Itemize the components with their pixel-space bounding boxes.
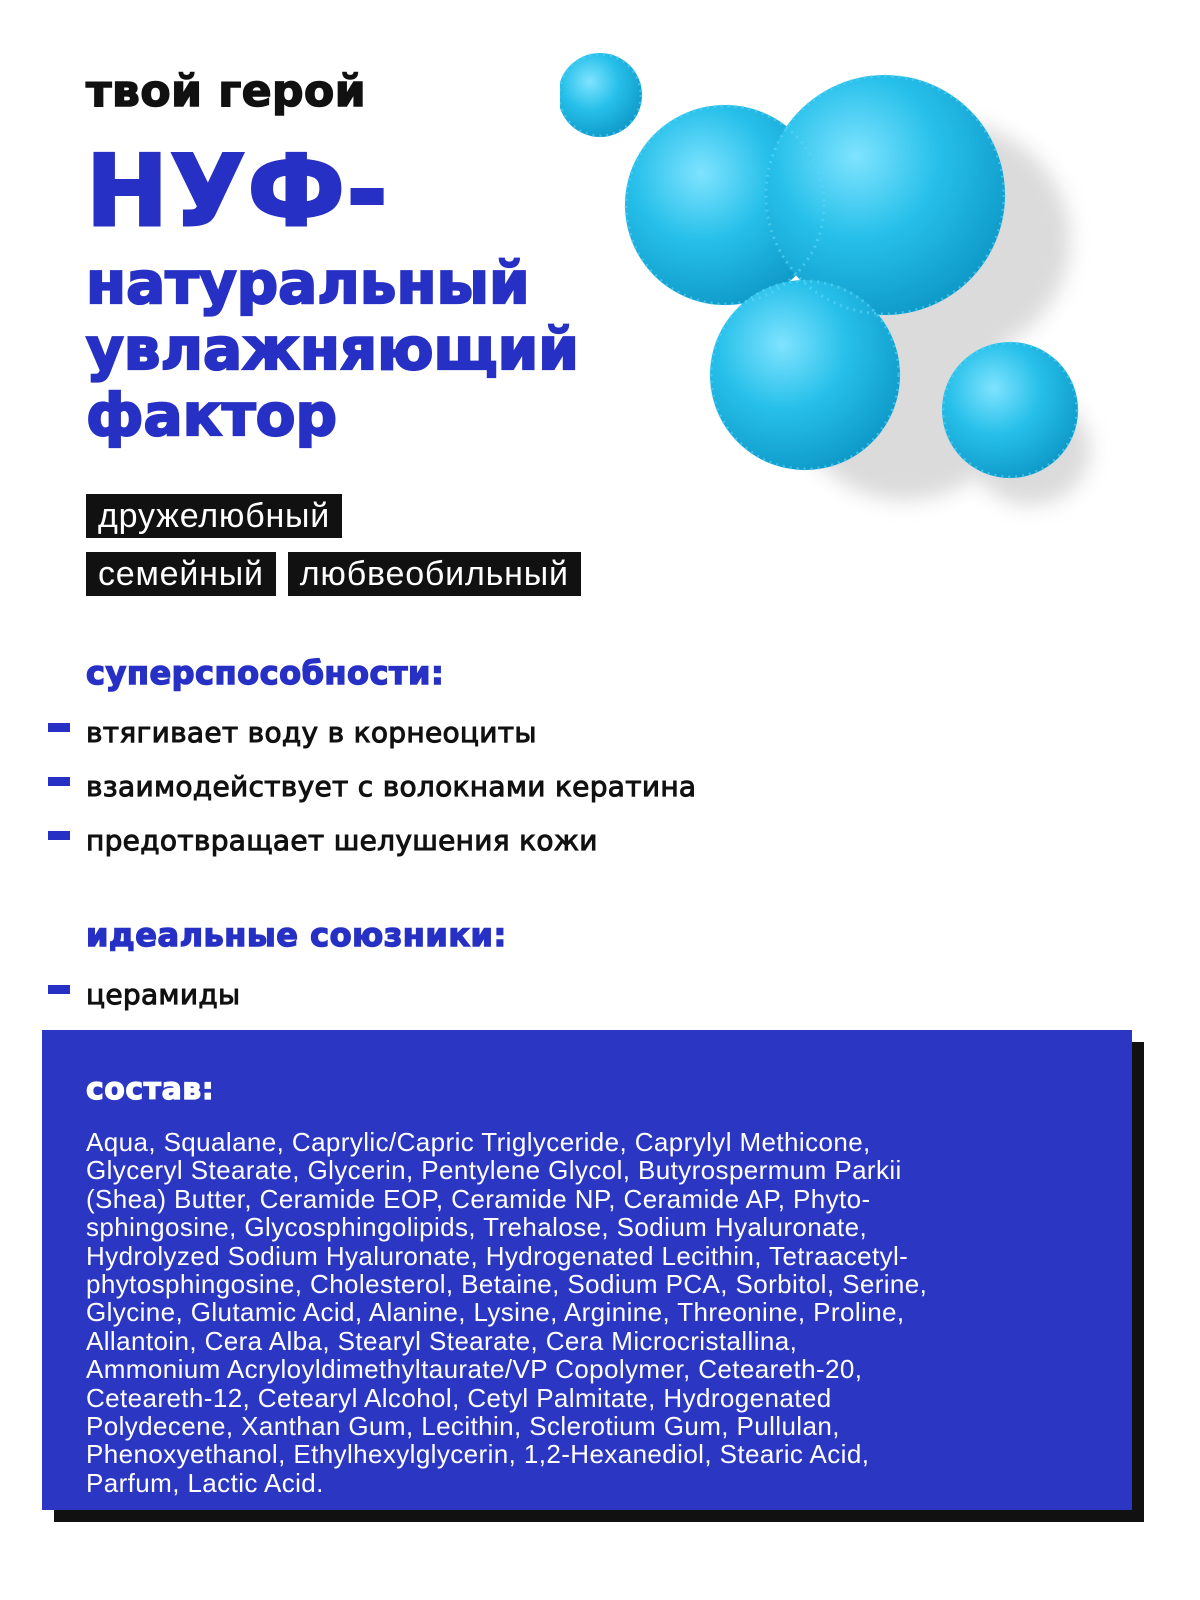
ingredients-line: Polydecene, Xanthan Gum, Lecithin, Sclerotium Gum, Pullulan, [86,1411,840,1442]
ingredients-box [42,1030,1132,1510]
tag-row [86,552,581,596]
dash-bullet-icon [48,723,70,732]
dash-bullet-icon [48,831,70,840]
ingredients-line: Parfum, Lactic Acid. [86,1467,324,1498]
subtitle-line: натуральный [86,249,530,317]
ingredients-line: Ammonium Acryloyldimethyltaurate/VP Copolymer, Ceteareth-20, [86,1354,863,1385]
dash-bullet-icon [48,777,70,786]
trait-tags [86,494,581,610]
ingredients-line: Glycine, Glutamic Acid, Alanine, Lysine, Arginine, Threonine, Proline, [86,1297,905,1328]
superpowers-heading: суперспособности: [86,654,445,692]
ingredients-line: Aqua, Squalane, Caprylic/Capric Triglyceride, Caprylyl Methicone, [86,1127,871,1157]
list-item-text: церамиды [86,978,241,1011]
trait-tag-loving: любвеобильный [288,552,581,596]
ingredients-line: Glyceryl Stearate, Glycerin, Pentylene Glycol, Butyrospermum Parkii [86,1155,902,1186]
ingredients-text [86,1128,1096,1497]
ingredients-line: Hydrolyzed Sodium Hyaluronate, Hydrogenated Lecithin, Tetraacetyl- [86,1240,909,1271]
trait-tag-friendly: дружелюбный [86,494,342,538]
ingredients-line: (Shea) Butter, Ceramide EOP, Ceramide NP, Ceramide AP, Phyto- [86,1183,871,1214]
tag-row [86,494,581,538]
allies-heading: идеальные союзники: [86,916,507,954]
list-item-text: предотвращает шелушения кожи [86,824,598,857]
ingredients-line: Phenoxyethanol, Ethylhexylglycerin, 1,2-Hexanediol, Stearic Acid, [86,1439,870,1470]
list-item-text: взаимодействует с волокнами кератина [86,770,697,803]
subtitle-line: увлажняющий [86,315,579,383]
ingredients-line: Ceteareth-12, Cetearyl Alcohol, Cetyl Palmitate, Hydrogenated [86,1382,832,1413]
ingredients-line: Allantoin, Cera Alba, Stearyl Stearate, Cera Microcristallina, [86,1325,798,1356]
subtitle [86,250,686,448]
ingredients-heading: состав: [86,1072,215,1107]
list-item-text: втягивает воду в корнеоциты [86,716,537,749]
dash-bullet-icon [48,985,70,994]
ingredients-line: sphingosine, Glycosphingolipids, Trehalose, Sodium Hyaluronate, [86,1212,868,1243]
eyebrow-text: твой герой [86,66,367,117]
ingredients-line: phytosphingosine, Cholesterol, Betaine, Sodium PCA, Sorbitol, Serine, [86,1269,928,1300]
subtitle-line: фактор [86,381,338,449]
trait-tag-family: семейный [86,552,276,596]
page-title: НУФ- [86,135,390,249]
